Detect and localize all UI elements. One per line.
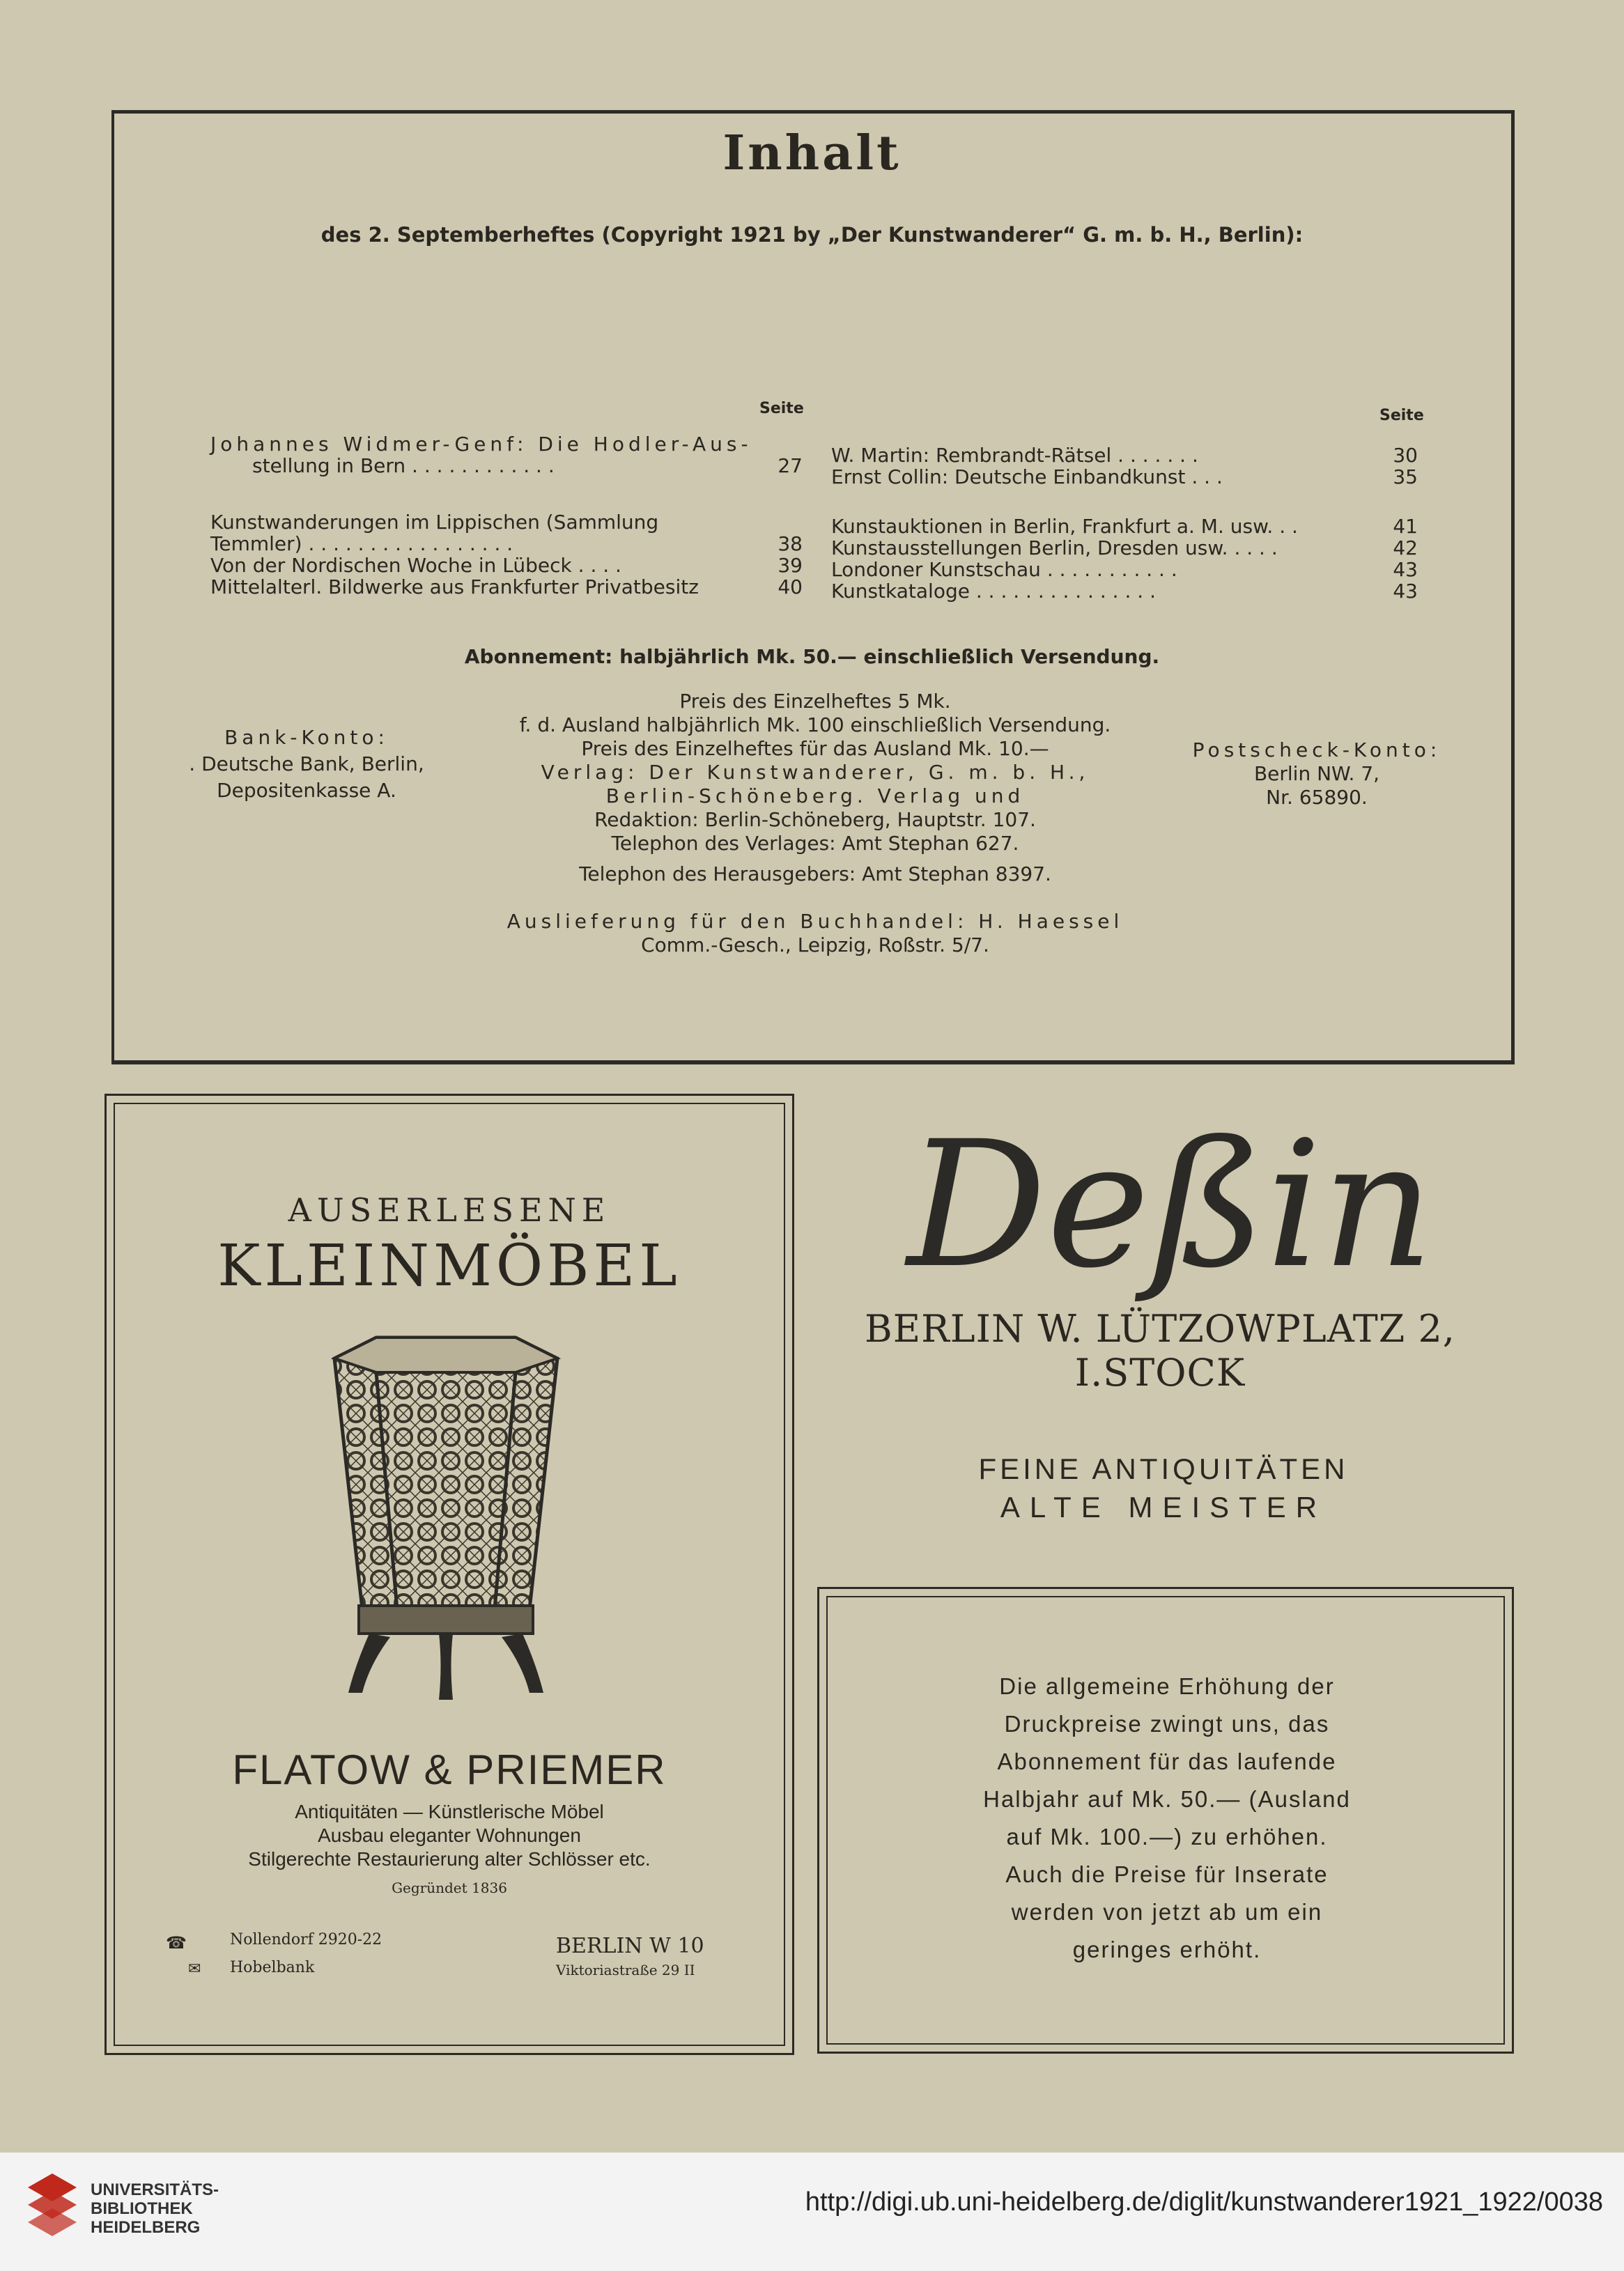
toc-page-number: 40 (778, 575, 803, 598)
library-name: UNIVERSITÄTS- BIBLIOTHEK HEIDELBERG (91, 2180, 219, 2237)
ad-line-kleinmoebel: KLEINMÖBEL (217, 1233, 681, 1299)
toc-page-number: 38 (778, 532, 803, 555)
toc-entry[interactable]: Mittelalterl. Bildwerke aus Frankfurter Privatbesitz 40 (210, 575, 803, 598)
bank-account: Bank-Konto: . Deutsche Bank, Berlin, Depositenkasse A. (189, 726, 424, 802)
ad-line-auserlesene: AUSERLESENE (288, 1191, 611, 1229)
toc-right-column (831, 444, 1418, 602)
library-logo-icon (21, 2173, 84, 2250)
toc-entry[interactable]: Londoner Kunstschau . . . . . . . . . . . 43 (831, 558, 1418, 581)
dessin-line-antiquitaeten: FEINE ANTIQUITÄTEN (978, 1452, 1349, 1485)
seite-label-left: Seite (759, 400, 804, 417)
price-notice-text: Die allgemeine Erhöhung der Druckpreise zwingt uns, das Abonnement für das laufende Halbjahr auf Mk. 50.— (Ausland auf Mk. 100.—) zu erhöhen. Auch die Preise für Inserate werden von jetzt ab um ein geringes erhöht. (983, 1673, 1351, 1962)
footer-bar (0, 2153, 1624, 2271)
toc-heading: Inhalt (722, 125, 902, 181)
ad-services: Antiquitäten — Künstlerische Möbel Ausbau eleganter Wohnungen Stilgerechte Restaurierung alter Schlösser etc. (248, 1801, 651, 1870)
toc-page-number: 41 (1393, 515, 1418, 538)
distribution-info: Auslieferung für den Buchhandel: H. Haessel Comm.-Gesch., Leipzig, Roßstr. 5/7. (506, 910, 1124, 956)
toc-entry[interactable]: Kunstauktionen in Berlin, Frankfurt a. M. usw. . . 41 (831, 515, 1418, 538)
toc-page-number: 43 (1393, 580, 1418, 603)
toc-left-column (210, 433, 803, 598)
toc-entry[interactable]: Kunstwanderungen im Lippischen (Sammlung Temmler) . . . . . . . . . . . . . . . . . 38 (210, 511, 803, 555)
postscheck-account: Postscheck-Konto: Berlin NW. 7, Nr. 65890. (1192, 738, 1441, 809)
abonnement-line: Abonnement: halbjährlich Mk. 50.— einschließlich Versendung. (464, 645, 1160, 668)
toc-entry[interactable]: Johannes Widmer-Genf: Die Hodler-Aus- stellung in Bern . . . . . . . . . . . . 27 (210, 433, 803, 477)
dessin-line-meister: ALTE MEISTER (1000, 1491, 1327, 1524)
toc-page-number: 39 (778, 554, 803, 577)
toc-page-number: 42 (1393, 536, 1418, 559)
ad-city: BERLIN W 10 (556, 1934, 704, 1958)
seite-label-right: Seite (1379, 407, 1424, 424)
toc-entry[interactable]: Von der Nordischen Woche in Lübeck . . . . 39 (210, 554, 803, 577)
toc-entry[interactable]: W. Martin: Rembrandt-Rätsel . . . . . . . 30 (831, 444, 1418, 467)
toc-page-number: 30 (1393, 444, 1418, 467)
ad-telegram: Hobelbank (230, 1959, 315, 1976)
toc-entry[interactable]: Ernst Collin: Deutsche Einbandkunst . . . 35 (831, 465, 1418, 488)
telephone-icon: ☎ (166, 1933, 187, 1953)
toc-page-number: 35 (1393, 465, 1418, 488)
vase-illustration (320, 1331, 571, 1707)
dessin-address: BERLIN W. LÜTZOWPLATZ 2, I.STOCK (865, 1307, 1455, 1395)
ad-founded: Gegründet 1836 (392, 1879, 507, 1896)
toc-subtitle: des 2. Septemberheftes (Copyright 1921 by „Der Kunstwanderer“ G. m. b. H., Berlin): (320, 223, 1304, 247)
dessin-logo: Deßin (906, 1103, 1434, 1306)
publisher-info: Preis des Einzelheftes 5 Mk. f. d. Ausland halbjährlich Mk. 100 einschließlich Versendung. Preis des Einzelheftes für das Ausland Mk. 10.— Verlag: Der Kunstwanderer, G. m. b. H., Berlin-Schöneberg. Verlag und Redaktion: Berlin-Schöneberg, Hauptstr. 107. Telephon des Verlages: Amt Stephan 627. Telephon des Herausgebers: Amt Stephan 8397. (519, 690, 1111, 885)
toc-page-number: 27 (778, 454, 803, 477)
telegram-icon: ✉ (188, 1960, 201, 1978)
toc-entry[interactable]: Kunstkataloge . . . . . . . . . . . . . . . 43 (831, 580, 1418, 603)
ad-street: Viktoriastraße 29 II (556, 1962, 695, 1978)
toc-page-number: 43 (1393, 558, 1418, 581)
ad-phone: Nollendorf 2920-22 (230, 1931, 382, 1948)
ad-firm-name: FLATOW & PRIEMER (232, 1746, 667, 1793)
toc-entry[interactable]: Kunstausstellungen Berlin, Dresden usw. . . . . 42 (831, 536, 1418, 559)
source-url-link[interactable]: http://digi.ub.uni-heidelberg.de/diglit/kunstwanderer1921_1922/0038 (805, 2187, 1603, 2217)
